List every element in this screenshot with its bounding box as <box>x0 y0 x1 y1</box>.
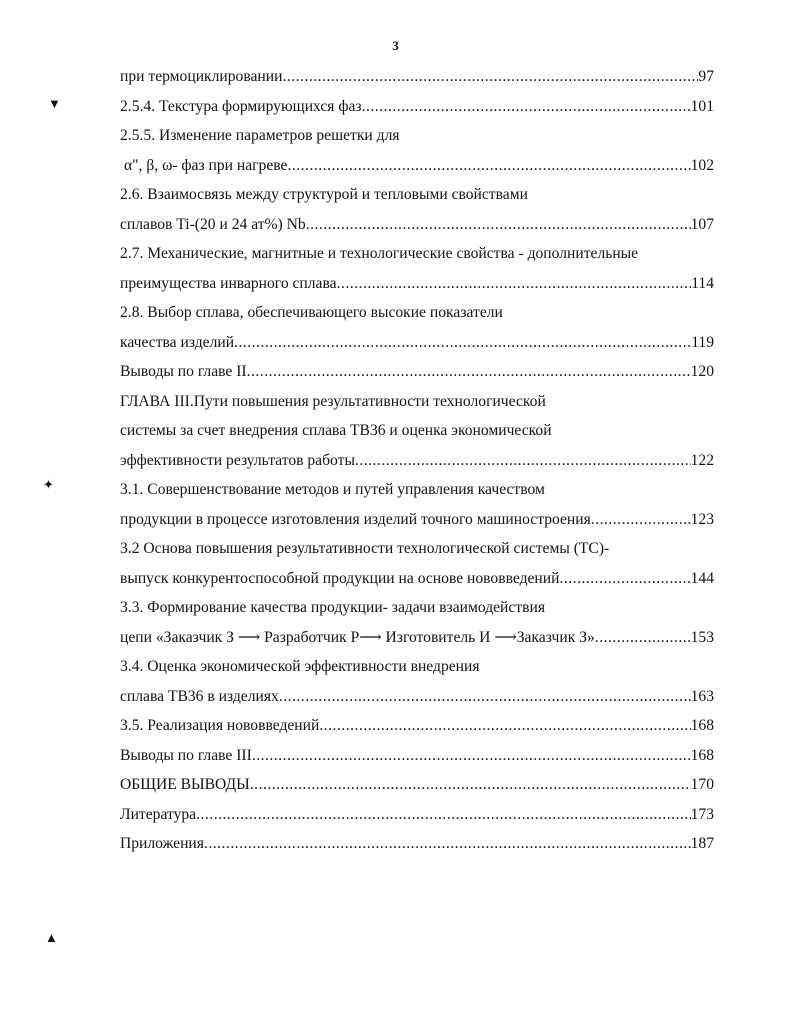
toc-entry-text: α", β, ω- фаз при нагреве <box>124 156 288 174</box>
toc-page-number: 97 <box>698 68 714 85</box>
toc-entry-text: 2.5.4. Текстура формирующихся фаз <box>120 97 362 115</box>
toc-leader-dots <box>362 92 691 122</box>
toc-entry-text: 2.7. Механические, магнитные и технологические свойства - дополнительные <box>120 245 639 262</box>
toc-page-number: 187 <box>690 835 714 852</box>
toc-entry <box>120 564 714 594</box>
toc-page-number: 114 <box>691 274 714 292</box>
toc-entry <box>120 416 714 446</box>
toc-entry-text: ОБЩИЕ ВЫВОДЫ <box>120 776 250 793</box>
toc-entry <box>120 180 714 210</box>
margin-mark-icon: ▼ <box>48 96 61 111</box>
toc-entry-text: 2.6. Взаимосвязь между структурой и тепловыми свойствами <box>120 186 528 203</box>
toc-leader-dots <box>337 269 692 299</box>
toc-entry <box>120 387 714 417</box>
toc-entry <box>120 62 714 92</box>
toc-leader-dots <box>559 564 690 594</box>
toc-entry-text: Выводы по главе III <box>120 746 252 764</box>
toc-entry <box>120 711 714 741</box>
toc-entry <box>120 593 714 623</box>
toc-entry-text: 2.5.5. Изменение параметров решетки для <box>120 127 400 144</box>
toc-entry-text: преимущества инварного сплава <box>120 274 337 292</box>
toc-page-number: 119 <box>691 333 714 351</box>
toc-leader-dots <box>282 62 698 92</box>
margin-mark-icon: ✦ <box>43 477 54 492</box>
toc-entry-text: 3.3. Формирование качества продукции- задачи взаимодействия <box>120 599 546 616</box>
toc-entry-text: 3.1. Совершенствование методов и путей управления качеством <box>120 481 545 498</box>
table-of-contents <box>120 62 714 859</box>
toc-entry <box>120 92 714 122</box>
toc-entry <box>120 534 714 564</box>
toc-entry <box>120 829 714 859</box>
toc-leader-dots <box>355 446 691 476</box>
page-number: 3 <box>392 38 399 53</box>
toc-entry-text: 3.2 Основа повышения результативности технологической системы (ТС)- <box>120 540 610 557</box>
toc-entry-text: при термоциклировании <box>120 68 283 85</box>
toc-entry <box>120 357 714 387</box>
toc-entry-text: эффективности результатов работы <box>120 451 355 469</box>
toc-entry-text: Выводы по главе II <box>120 363 247 380</box>
toc-leader-dots <box>591 505 691 535</box>
toc-entry <box>120 151 714 181</box>
toc-leader-dots <box>204 829 691 859</box>
toc-page-number: 107 <box>690 215 714 233</box>
toc-leader-dots <box>319 711 690 741</box>
toc-entry <box>120 328 714 358</box>
toc-entry-text: качества изделий <box>120 333 235 351</box>
toc-entry-text: Приложения <box>120 835 204 852</box>
toc-page-number: 144 <box>690 569 714 587</box>
toc-page-number: 102 <box>690 156 714 174</box>
toc-entry <box>120 770 714 800</box>
toc-entry <box>120 121 714 151</box>
toc-entry-text: цепи «Заказчик З ⟶ Разработчик Р⟶ Изготовитель И ⟶Заказчик З» <box>120 628 595 646</box>
toc-leader-dots <box>306 210 691 240</box>
toc-entry <box>120 505 714 535</box>
toc-entry <box>120 298 714 328</box>
toc-entry <box>120 239 714 269</box>
toc-entry <box>120 800 714 830</box>
toc-leader-dots <box>196 800 691 830</box>
toc-leader-dots <box>234 328 691 358</box>
toc-page-number: 168 <box>690 717 714 734</box>
toc-entry-text: Литература <box>120 805 197 823</box>
toc-entry-text: продукции в процессе изготовления изделий точного машиностроения <box>120 510 591 528</box>
toc-leader-dots <box>279 682 691 712</box>
toc-entry <box>120 210 714 240</box>
toc-page-number: 101 <box>690 97 714 115</box>
toc-entry-text: ГЛАВА III.Пути повышения результативности технологической <box>120 392 546 410</box>
toc-leader-dots <box>250 770 691 800</box>
toc-page-number: 123 <box>690 510 714 528</box>
toc-entry-text: сплава ТВ36 в изделиях <box>120 687 279 705</box>
toc-entry <box>120 623 714 653</box>
toc-entry <box>120 682 714 712</box>
margin-mark-icon: ▲ <box>45 930 58 945</box>
toc-page-number: 120 <box>690 363 714 380</box>
toc-page-number: 173 <box>690 805 714 823</box>
toc-page-number: 168 <box>690 746 714 764</box>
toc-entry <box>120 652 714 682</box>
toc-entry-text: сплавов Ti-(20 и 24 ат%) Nb <box>120 215 306 233</box>
toc-entry <box>120 269 714 299</box>
toc-entry-text: 3.4. Оценка экономической эффективности внедрения <box>120 658 480 675</box>
toc-leader-dots <box>247 357 691 387</box>
toc-entry-text: 3.5. Реализация нововведений <box>120 717 320 734</box>
toc-leader-dots <box>287 151 690 181</box>
toc-entry <box>120 475 714 505</box>
toc-page-number: 170 <box>690 776 714 793</box>
toc-entry-text: 2.8. Выбор сплава, обеспечивающего высокие показатели <box>120 304 503 321</box>
toc-page-number: 153 <box>690 628 714 646</box>
toc-entry-text: выпуск конкурентоспособной продукции на основе нововведений <box>120 569 560 587</box>
toc-leader-dots <box>595 623 691 653</box>
toc-page-number: 122 <box>690 451 714 469</box>
toc-page-number: 163 <box>690 687 714 705</box>
toc-entry <box>120 741 714 771</box>
toc-leader-dots <box>252 741 691 771</box>
toc-entry-text: системы за счет внедрения сплава ТВ36 и оценка экономической <box>120 422 552 439</box>
toc-entry <box>120 446 714 476</box>
